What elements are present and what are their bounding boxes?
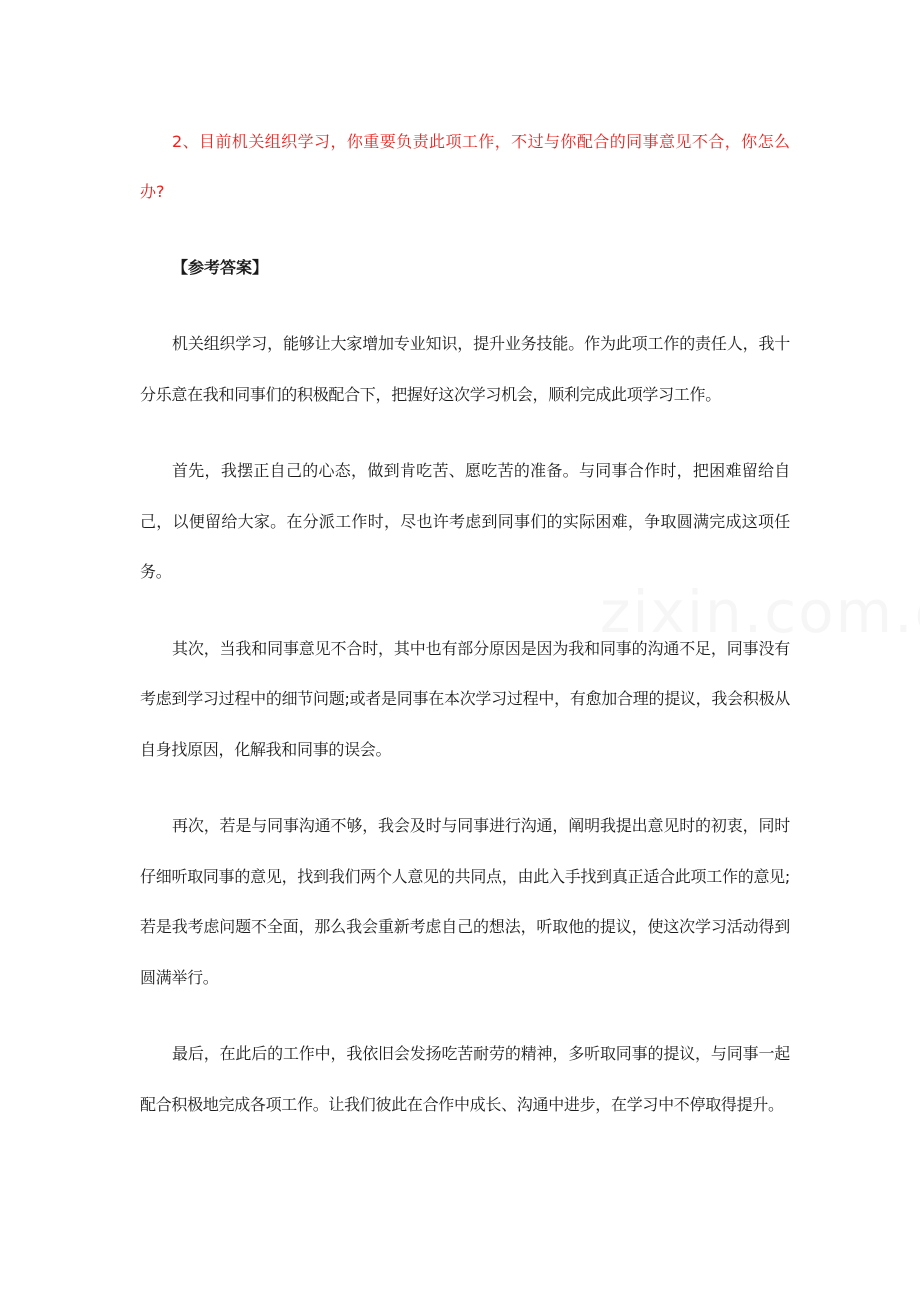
answer-paragraph-1: 机关组织学习，能够让大家增加专业知识，提升业务技能。作为此项工作的责任人，我十分乐意在我和同事们的积极配合下，把握好这次学习机会，顺利完成此项学习工作。 — [140, 334, 790, 404]
answer-paragraph-4: 再次，若是与同事沟通不够，我会及时与同事进行沟通，阐明我提出意见时的初衷，同时仔细听取同事的意见，找到我们两个人意见的共同点，由此入手找到真正适合此项工作的意见;若是我考虑问题不全面，那么我会重新考虑自己的想法，听取他的提议，使这次学习活动得到圆满举行。 — [140, 816, 790, 987]
document-content — [140, 117, 790, 1130]
answer-paragraph-5: 最后，在此后的工作中，我依旧会发扬吃苦耐劳的精神，多听取同事的提议，与同事一起配合积极地完成各项工作。让我们彼此在合作中成长、沟通中进步，在学习中不停取得提升。 — [140, 1044, 790, 1114]
answer-paragraph-3: 其次，当我和同事意见不合时，其中也有部分原因是因为我和同事的沟通不足，同事没有考虑到学习过程中的细节问题;或者是同事在本次学习过程中，有愈加合理的提议，我会积极从自身找原因，化解我和同事的误会。 — [140, 638, 790, 759]
answer-paragraph-2: 首先，我摆正自己的心态，做到肯吃苦、愿吃苦的准备。与同事合作时，把困难留给自己，以便留给大家。在分派工作时，尽也许考虑到同事们的实际困难，争取圆满完成这项任务。 — [140, 461, 790, 581]
question-text: 2、目前机关组织学习，你重要负责此项工作，不过与你配合的同事意见不合，你怎么办? — [140, 132, 790, 201]
answer-heading: 【参考答案】 — [172, 258, 269, 277]
